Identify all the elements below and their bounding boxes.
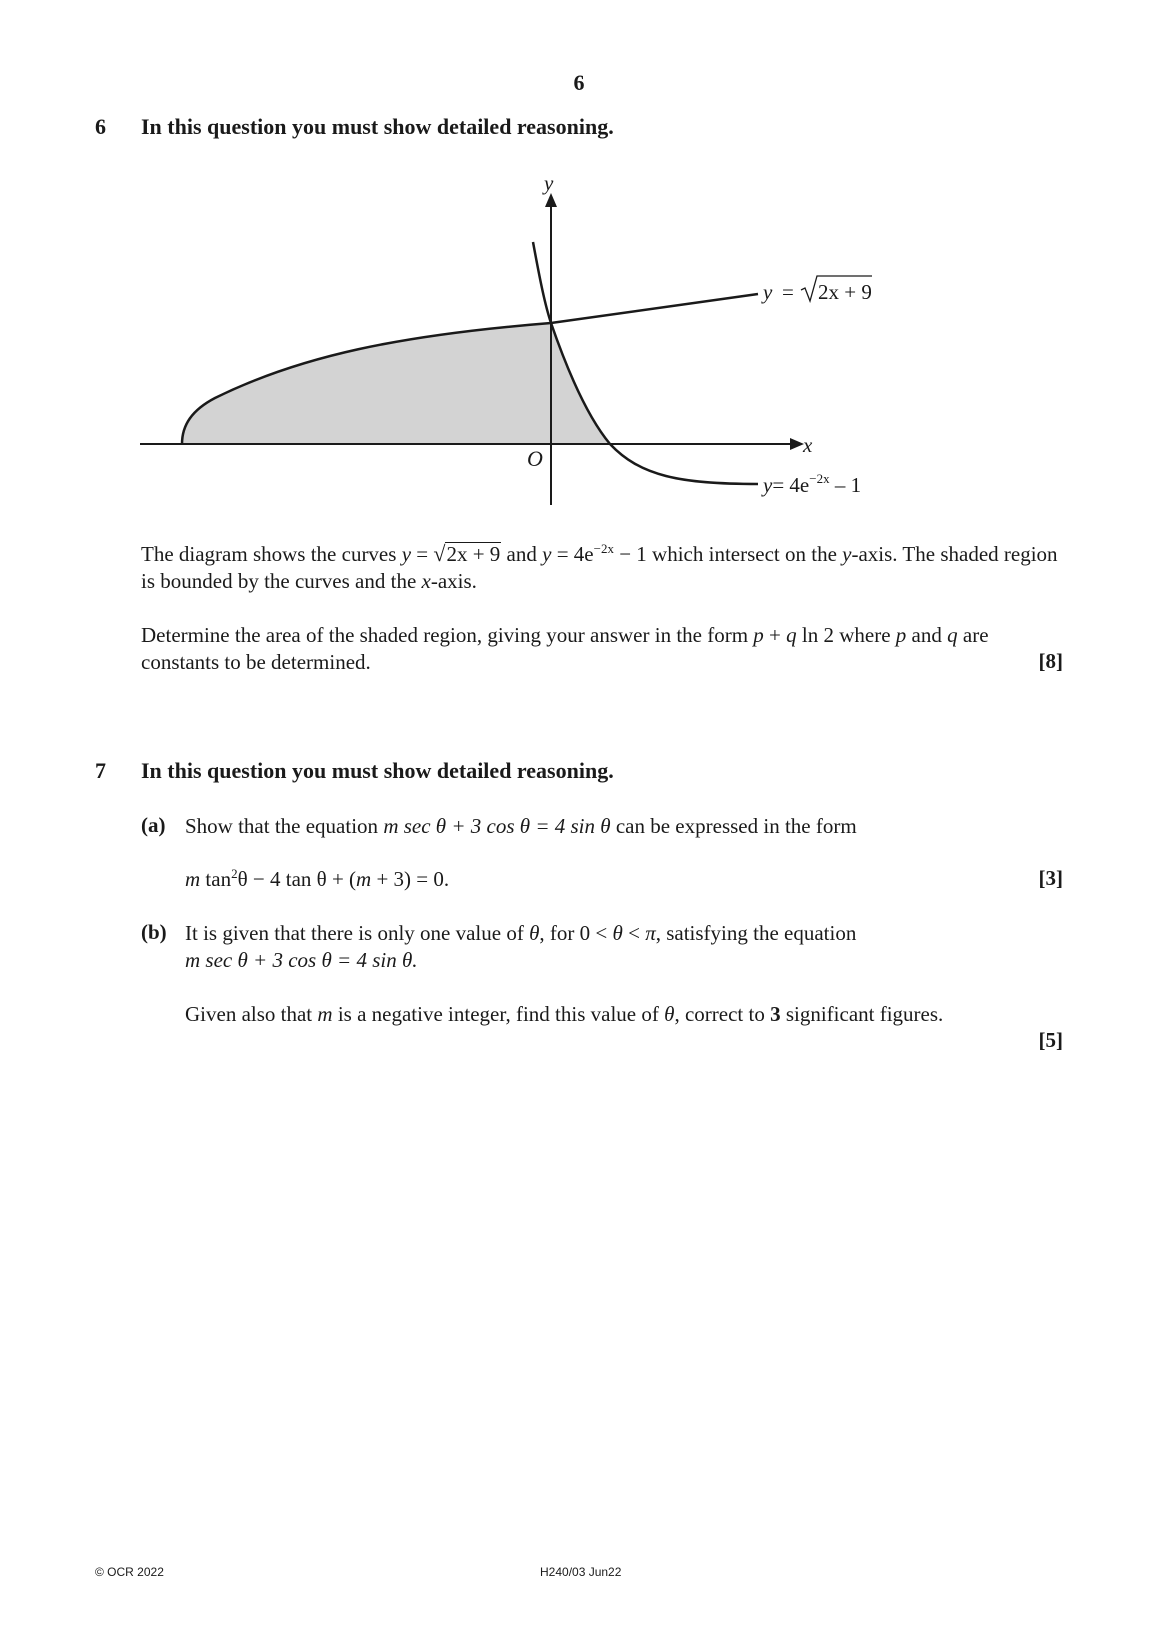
question-6-number: 6 (95, 114, 106, 139)
y-axis-label: y (544, 171, 554, 195)
part-b-equation: m sec θ + 3 cos θ = 4 sin θ. (185, 948, 418, 972)
curves-diagram (0, 0, 1158, 520)
curve2-label: $y= 4e^{-2x} - 1$ (763, 471, 862, 497)
curve1-label-lhs: y (763, 280, 773, 304)
part-b-text: It is given that there is only one value of θ, for 0 < θ < π, satisfying the equation (185, 921, 857, 945)
part-b-label: (b) (141, 920, 167, 944)
origin-label: O (527, 446, 543, 471)
question-7-heading: In this question you must show detailed reasoning. (141, 758, 614, 783)
curve1-label-radicand: 2x + 9 (818, 280, 872, 304)
part-b-given: Given also that m is a negative integer, find this value of θ, correct to 3 significant figures. (185, 1002, 944, 1026)
curve-exponential (533, 242, 758, 484)
x-axis-arrowhead (790, 438, 804, 450)
question-7-number: 7 (95, 758, 106, 783)
part-a-marks: [3] (1038, 866, 1063, 890)
curve1-label-eq: = (782, 280, 794, 304)
sqrt-expression: 2x + 9 (446, 542, 501, 566)
part-b-marks: [5] (1038, 1028, 1063, 1052)
footer-paper-code: H240/03 Jun22 (540, 1565, 622, 1579)
page-number: 6 (573, 70, 585, 95)
part-a-result-equation: m $\tan^2\theta - 4$ tan θ + (m + 3) = 0. (185, 866, 450, 891)
part-a-text: Show that the equation m sec θ + 3 cos θ = 4 sin θ can be expressed in the form (185, 814, 857, 838)
question-6-description: The diagram shows the curves y = √2x + 9 and $y = 4e^{-2x} - 1$ which intersect on the y-axis. The shaded region is bounded by the curves and the x-axis. (141, 541, 1058, 593)
footer-copyright: © OCR 2022 (95, 1565, 164, 1579)
x-axis-label: x (803, 433, 813, 457)
question-6-heading: In this question you must show detailed reasoning. (141, 114, 614, 139)
y-axis-arrowhead (545, 193, 557, 207)
question-6-task: Determine the area of the shaded region, giving your answer in the form p + q ln 2 where p and q are constants to be determined. (141, 623, 989, 674)
part-a-label: (a) (141, 813, 166, 837)
question-6-marks: [8] (1038, 649, 1063, 673)
